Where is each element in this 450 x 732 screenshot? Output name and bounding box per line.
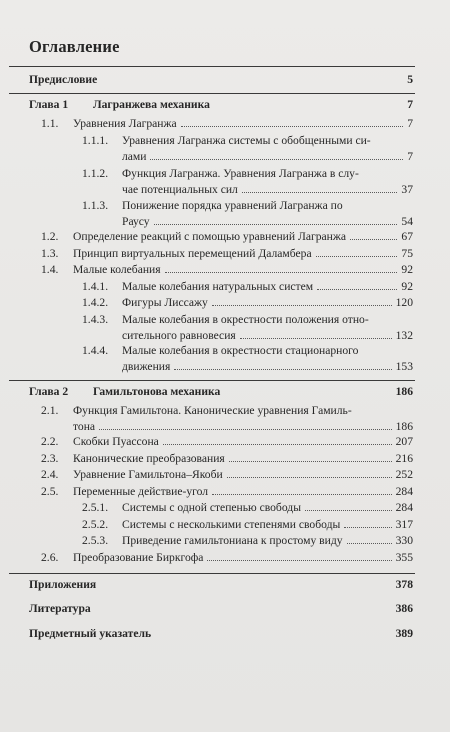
toc-entry-title: чае потенциальных сил [122, 183, 238, 196]
toc-page-number: 75 [401, 247, 413, 260]
toc-entry-number: 1.4. [41, 263, 59, 276]
toc-entry-title: движения [122, 360, 171, 373]
toc-page-number: 386 [395, 602, 413, 615]
toc-entry-title: Функция Гамильтона. Канонические уравнения Гамиль- [73, 404, 352, 417]
toc-entry-number: 1.4.2. [82, 296, 109, 309]
toc-page-number: 317 [395, 518, 413, 531]
toc-entry-title: лами [122, 150, 147, 163]
toc-page-number: 5 [407, 73, 413, 86]
toc-entry-number: 2.5. [41, 485, 59, 498]
toc-entry-number: 1.2. [41, 230, 59, 243]
toc-page-number: 355 [395, 551, 413, 564]
dot-leader [227, 477, 392, 478]
dot-leader [240, 338, 392, 339]
dot-leader [350, 239, 397, 240]
toc-entry-title: Предметный указатель [29, 627, 152, 640]
toc-page-number: 378 [395, 578, 413, 591]
toc-entry-title: Малые колебания [73, 263, 161, 276]
toc-entry-title: Приведение гамильтониана к простому виду [122, 534, 343, 547]
toc-entry-number: 1.4.3. [82, 313, 109, 326]
toc-entry-number: Глава 1 [29, 98, 69, 111]
toc-page-number: 7 [407, 150, 413, 163]
toc-page-number: 67 [401, 230, 413, 243]
toc-entry-number: 1.4.1. [82, 280, 109, 293]
toc-entry-title: Гамильтонова механика [93, 385, 221, 398]
toc-entry-title: Системы с несколькими степенями свободы [122, 518, 341, 531]
toc-entry-number: 1.3. [41, 247, 59, 260]
dot-leader [99, 429, 392, 430]
dot-leader [207, 560, 391, 561]
divider-rule [9, 380, 415, 381]
toc-entry-title: Уравнения Лагранжа системы с обобщенными си- [122, 134, 371, 147]
toc-page-number: 216 [395, 452, 413, 465]
dot-leader [344, 527, 391, 528]
toc-entry-title: Фигуры Лиссажу [122, 296, 208, 309]
toc-page-number: 92 [401, 263, 413, 276]
toc-page-number: 37 [401, 183, 413, 196]
toc-entry-title: Функция Лагранжа. Уравнения Лагранжа в слу- [122, 167, 359, 180]
dot-leader [154, 224, 398, 225]
toc-entry-title: Малые колебания в окрестности положения отно- [122, 313, 369, 326]
dot-leader [163, 444, 392, 445]
toc-entry-title: Системы с одной степенью свободы [122, 501, 301, 514]
toc-entry-number: 2.1. [41, 404, 59, 417]
toc-page-number: 284 [395, 501, 413, 514]
toc-entry-number: 1.1.2. [82, 167, 109, 180]
toc-page-number: 7 [407, 117, 413, 130]
toc-page-number: 207 [395, 435, 413, 448]
toc-entry-title: Раусу [122, 215, 150, 228]
toc-page-number: 54 [401, 215, 413, 228]
toc-entry-number: 1.1. [41, 117, 59, 130]
toc-page-number: 132 [395, 329, 413, 342]
toc-entry-title: Принцип виртуальных перемещений Даламбера [73, 247, 312, 260]
dot-leader [212, 494, 392, 495]
toc-entry-title: Уравнения Лагранжа [73, 117, 177, 130]
dot-leader [181, 126, 404, 127]
toc-page-number: 330 [395, 534, 413, 547]
dot-leader [165, 272, 398, 273]
toc-page-number: 92 [401, 280, 413, 293]
toc-page-number: 389 [395, 627, 413, 640]
toc-entry-number: 2.2. [41, 435, 59, 448]
page-title: Оглавление [29, 37, 120, 56]
dot-leader [229, 461, 392, 462]
toc-page-number: 153 [395, 360, 413, 373]
toc-page-number: 284 [395, 485, 413, 498]
toc-entry-number: 1.1.1. [82, 134, 109, 147]
toc-entry-title: Уравнение Гамильтона–Якоби [73, 468, 223, 481]
divider-rule [9, 573, 415, 574]
divider-rule [9, 66, 415, 67]
toc-entry-title: Литература [29, 602, 91, 615]
toc-entry-number: 2.5.1. [82, 501, 109, 514]
toc-entry-title: Преобразование Биркгофа [73, 551, 204, 564]
divider-rule [9, 93, 415, 94]
toc-entry-title: Малые колебания в окрестности стационарного [122, 344, 359, 357]
toc-entry-title: Понижение порядка уравнений Лагранжа по [122, 199, 343, 212]
toc-entry-title: Приложения [29, 578, 97, 591]
dot-leader [174, 369, 391, 370]
toc-entry-title: сительного равновесия [122, 329, 236, 342]
toc-entry-title: Лагранжева механика [93, 98, 210, 111]
toc-entry-title: Скобки Пуассона [73, 435, 159, 448]
toc-entry-title: Предисловие [29, 73, 98, 86]
toc-entry-title: Канонические преобразования [73, 452, 225, 465]
toc-entry-title: тона [73, 420, 96, 433]
toc-entry-number: Глава 2 [29, 385, 69, 398]
toc-entry-number: 2.3. [41, 452, 59, 465]
toc-entry-title: Малые колебания натуральных систем [122, 280, 314, 293]
toc-entry-number: 2.6. [41, 551, 59, 564]
toc-entry-number: 2.5.2. [82, 518, 109, 531]
toc-entry-title: Переменные действие-угол [73, 485, 209, 498]
toc-page-number: 120 [395, 296, 413, 309]
toc-entry-number: 2.4. [41, 468, 59, 481]
dot-leader [305, 510, 392, 511]
dot-leader [242, 192, 398, 193]
toc-entry-title: Определение реакций с помощью уравнений Лагранжа [73, 230, 347, 243]
toc-page-number: 186 [395, 420, 413, 433]
toc-page-number: 7 [407, 98, 413, 111]
toc-page-number: 186 [395, 385, 413, 398]
dot-leader [316, 256, 398, 257]
dot-leader [347, 543, 392, 544]
toc-page-number: 252 [395, 468, 413, 481]
dot-leader [317, 289, 397, 290]
toc-entry-number: 1.1.3. [82, 199, 109, 212]
dot-leader [212, 305, 392, 306]
toc-entry-number: 2.5.3. [82, 534, 109, 547]
dot-leader [150, 159, 403, 160]
toc-entry-number: 1.4.4. [82, 344, 109, 357]
